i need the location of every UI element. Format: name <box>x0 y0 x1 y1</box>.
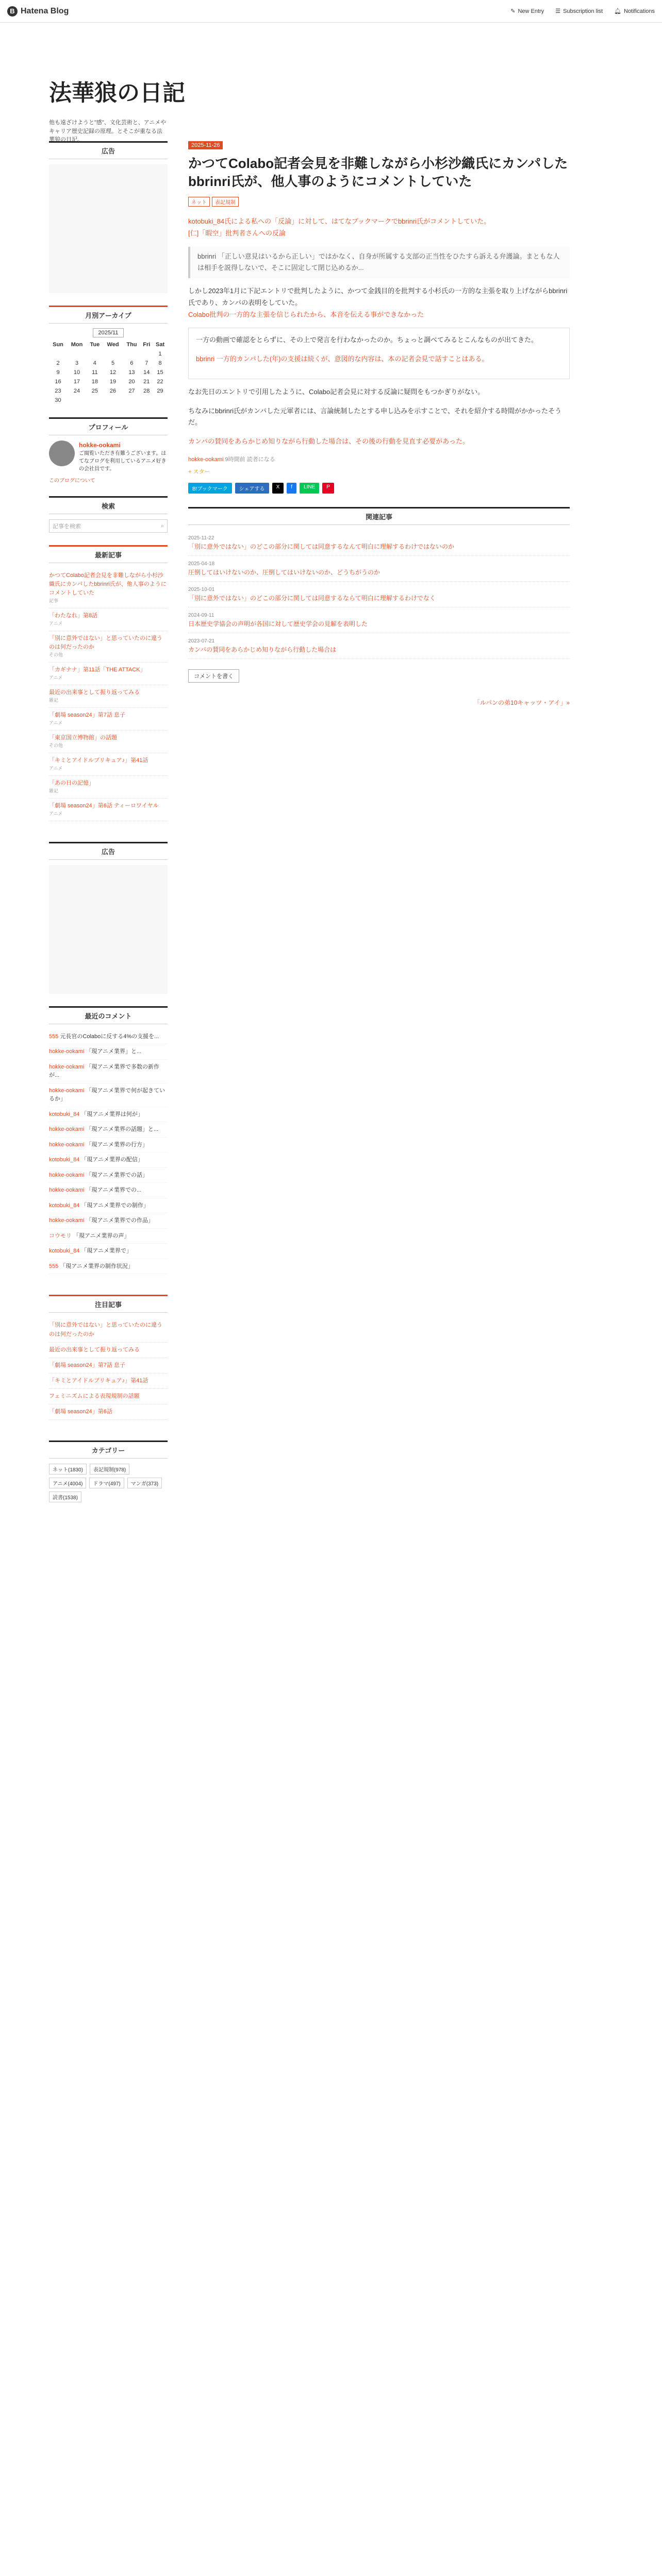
popular-item[interactable] <box>49 731 168 753</box>
brand-label: Hatena Blog <box>21 6 69 15</box>
comment-user[interactable]: hokke-ookami <box>49 1141 85 1148</box>
comment-user[interactable]: hokke-ookami <box>49 1187 85 1194</box>
comment-item[interactable] <box>49 1229 168 1244</box>
ad-box-2[interactable] <box>49 865 168 994</box>
featured-item[interactable] <box>49 1343 168 1358</box>
cal-day[interactable]: 7 <box>145 360 148 366</box>
popular-item-category: アニメ <box>49 766 63 771</box>
cal-day[interactable]: 18 <box>91 379 98 385</box>
popular-item-category: その他 <box>49 743 63 749</box>
post-body <box>188 216 570 448</box>
cal-day <box>123 396 140 405</box>
sidebar <box>49 141 168 1515</box>
share-button[interactable]: f <box>287 483 296 494</box>
post-title[interactable]: かつてColabo記者会見を非難しながら小杉沙織氏にカンパしたbbrinri氏が、他人事のようにコメントしていた <box>188 156 568 190</box>
cal-head-2: Tue <box>90 342 100 348</box>
cal-day[interactable]: 17 <box>73 379 80 385</box>
related-item[interactable] <box>188 556 570 582</box>
blog-title[interactable]: 法華狼の日記 <box>49 80 185 106</box>
popular-item-category: アニメ <box>49 675 63 681</box>
category-item[interactable]: ネット(1830) <box>49 1464 87 1475</box>
share-button[interactable]: LINE <box>300 483 319 494</box>
cal-day <box>49 349 67 359</box>
featured-item-title[interactable]: 「別に意外ではない」と思っていたのに違うのは何だったのか <box>49 1322 162 1337</box>
popular-item-title[interactable]: 「キミとアイドルプリキュア♪」第41話 <box>49 757 148 764</box>
related-title[interactable]: カンパの賛同をあらかじめ知りながら行動した場合は <box>188 646 337 653</box>
cal-day[interactable]: 22 <box>157 379 163 385</box>
profile-title: プロフィール <box>49 417 168 435</box>
cal-day[interactable]: 11 <box>92 369 98 376</box>
comment-item[interactable] <box>49 1122 168 1138</box>
new-entry-label: New Entry <box>518 8 544 14</box>
comment-item[interactable] <box>49 1244 168 1259</box>
quote-1: bbrinri 「正しい意見はいるから正しい」ではかなく、自身が所属する支部の正当性をひたすら訴える弁護論。まともな人は相手を説得しないで、そこに固定して閉じ込めるか... <box>188 247 570 279</box>
cal-day[interactable]: 23 <box>55 388 61 394</box>
comment-item[interactable] <box>49 1138 168 1153</box>
category-title: カテゴリー <box>49 1440 168 1459</box>
popular-item[interactable] <box>49 608 168 631</box>
comment-text: 「現アニメ業界」と... <box>86 1048 142 1055</box>
comment-text: 「現アニメ業界での制作」 <box>81 1202 149 1209</box>
cal-day[interactable]: 13 <box>128 369 135 376</box>
related-item[interactable] <box>188 530 570 556</box>
popular-item-category: その他 <box>49 652 63 658</box>
popular-item-title[interactable]: 「カギナナ」第11話「THE ATTACK」 <box>49 667 146 673</box>
cal-day[interactable]: 4 <box>93 360 96 366</box>
featured-item[interactable] <box>49 1358 168 1374</box>
cal-head-3: Wed <box>107 342 119 348</box>
cal-day <box>140 396 153 405</box>
avatar[interactable] <box>49 440 75 466</box>
comment-user[interactable]: コウモリ <box>49 1232 72 1239</box>
popular-item[interactable] <box>49 663 168 685</box>
popular-item[interactable] <box>49 631 168 663</box>
cal-day <box>87 396 103 405</box>
related-item[interactable] <box>188 582 570 607</box>
featured-item-title[interactable]: 「劇場 season24」第6話 <box>49 1408 112 1415</box>
comment-user[interactable]: hokke-ookami <box>49 1063 85 1070</box>
comments-title: 最近のコメント <box>49 1006 168 1024</box>
cal-day[interactable]: 30 <box>55 397 61 403</box>
search-input[interactable] <box>49 519 168 533</box>
featured-item-title[interactable]: フェミニズムによる表現規制の話題 <box>49 1393 140 1399</box>
related-title: 関連記事 <box>188 507 570 525</box>
related-title[interactable]: 「別に意外ではない」のどこの部分に関しては同意するならて明白に理解するわけでなく <box>188 594 436 602</box>
subscription-list-button[interactable] <box>555 8 603 14</box>
cal-day[interactable]: 15 <box>157 369 163 376</box>
popular-item[interactable] <box>49 708 168 731</box>
category-item[interactable]: ドラマ(497) <box>89 1478 124 1488</box>
popular-item-title[interactable]: 「わたなれ」第8話 <box>49 613 98 619</box>
cal-day <box>67 396 87 405</box>
blog-header <box>0 23 662 141</box>
popular-item-category: アニメ <box>49 720 63 726</box>
profile-name[interactable]: hokke-ookami <box>79 442 121 449</box>
comment-user[interactable]: 555 <box>49 1033 59 1040</box>
ad-title: 広告 <box>49 141 168 159</box>
comment-user[interactable]: hokke-ookami <box>49 1172 85 1178</box>
popular-item-category: アニメ <box>49 811 63 817</box>
cal-day[interactable]: 6 <box>130 360 134 366</box>
cal-day[interactable]: 27 <box>128 388 135 394</box>
body-p2: しかし2023年1月に下記エントリで批判したように、かつて金銭目的を批判する小杉氏の一方的な主張を取り上げながらbbrinri氏であり、カンパの表明をしていた。 <box>188 287 568 307</box>
comment-user[interactable]: hokke-ookami <box>49 1126 85 1133</box>
category-item[interactable]: 読書(1538) <box>49 1492 81 1502</box>
cal-head-1: Mon <box>71 342 83 348</box>
comment-item[interactable] <box>49 1198 168 1214</box>
category-item[interactable]: マンガ(373) <box>127 1478 162 1488</box>
popular-title: 最新記事 <box>49 545 168 563</box>
comment-user[interactable]: hokke-ookami <box>49 1087 85 1094</box>
cal-head-0: Sun <box>53 342 63 348</box>
list-icon: ☰ <box>555 8 561 14</box>
comment-text: 「現アニメ業界の話題」と... <box>86 1126 159 1133</box>
search-title: 検索 <box>49 496 168 514</box>
ad2-title: 広告 <box>49 842 168 860</box>
popular-item-title[interactable]: かつてColabo記者会見を非難しながら小杉沙織氏にカンパしたbbrinri氏が、他人事のようにコメントしていた <box>49 572 167 597</box>
featured-item-title[interactable]: 「キミとアイドルプリキュア♪」第41話 <box>49 1377 148 1384</box>
cal-day[interactable]: 12 <box>109 369 117 376</box>
comment-item[interactable] <box>49 1259 168 1275</box>
featured-item[interactable] <box>49 1404 168 1420</box>
comment-text: 「現アニメ業界で多数の新作が... <box>49 1063 159 1079</box>
cal-day <box>153 396 168 405</box>
related-title[interactable]: 圧倒してはいけないのか、圧倒してはいけないのか、どうちがうのか <box>188 568 380 576</box>
cal-day[interactable]: 28 <box>143 388 150 394</box>
comment-item[interactable] <box>49 1213 168 1229</box>
write-comment-button[interactable]: コメントを書く <box>188 669 239 683</box>
cal-day[interactable]: 16 <box>55 379 61 385</box>
archive-title: 月別アーカイブ <box>49 306 168 324</box>
related-title[interactable]: 日本歴史学協会の声明が各国に対して歴史学会の見解を表明した <box>188 620 368 628</box>
popular-item-category: 記事 <box>49 598 59 604</box>
popular-item[interactable] <box>49 799 168 821</box>
comment-item[interactable] <box>49 1153 168 1168</box>
cal-day[interactable]: 2 <box>56 360 60 366</box>
featured-item[interactable] <box>49 1389 168 1404</box>
subscription-label: Subscription list <box>563 8 603 14</box>
post-tag[interactable]: 表記規制 <box>212 197 239 207</box>
cal-day[interactable]: 26 <box>109 388 117 394</box>
comment-text: 「現アニメ業界で」 <box>81 1248 132 1255</box>
cal-day[interactable]: 8 <box>158 360 162 366</box>
cal-day[interactable]: 14 <box>143 369 150 376</box>
comment-user[interactable]: kotobuki_84 <box>49 1111 80 1117</box>
comment-user[interactable]: hokke-ookami <box>49 1217 85 1224</box>
comment-item[interactable] <box>49 1060 168 1083</box>
cal-day[interactable]: 1 <box>158 351 162 357</box>
comment-text: 「現アニメ業界での... <box>86 1187 142 1194</box>
category-item[interactable]: アニメ(4004) <box>49 1478 86 1488</box>
body-link-2[interactable]: Colabo批判の一方的な主張を信じられたから、本音を伝える事ができなかった <box>188 310 424 318</box>
profile-text: ご閲覧いただき有難うございます。はてなブログを利用しているアニメ好きの会社員です。 <box>79 451 167 472</box>
comment-text: 「現アニメ業界での作品」 <box>86 1217 154 1224</box>
profile-link[interactable]: このブログについて <box>49 478 95 484</box>
comment-text: 「現アニメ業界で何が起きているか」 <box>49 1087 165 1103</box>
subscribe-link[interactable]: 読者になる <box>246 456 275 463</box>
next-post-link[interactable]: 「ルパンの弟10キャッツ・アイ」» <box>473 699 570 706</box>
comment-text: 「現アニメ業界での話」 <box>86 1172 148 1178</box>
comment-item[interactable] <box>49 1107 168 1123</box>
popular-item-title[interactable]: 最近の出来事として振り返ってみる <box>49 689 140 696</box>
comment-text: 「現アニメ業界の声」 <box>73 1232 130 1239</box>
popular-item-title[interactable]: 「劇場 season24」第6話 ティーロワイヤル <box>49 803 159 809</box>
bell-icon: 🔔︎ <box>614 8 622 14</box>
post-date[interactable]: 2025-11-26 <box>188 141 223 149</box>
popular-item[interactable] <box>49 753 168 776</box>
quote-2 <box>188 328 570 379</box>
related-item[interactable] <box>188 633 570 659</box>
comment-user[interactable]: 555 <box>49 1263 59 1269</box>
post-tag[interactable]: ネット <box>188 197 210 207</box>
cal-head-5: Fri <box>143 342 151 348</box>
cal-head-6: Sat <box>155 342 165 348</box>
cal-day[interactable]: 21 <box>143 379 150 385</box>
hatena-logo-icon: B <box>7 6 18 16</box>
star-button[interactable]: + スター <box>188 468 210 475</box>
comment-text: 元長官のColaboに反する4%の支援を... <box>60 1033 159 1040</box>
related-date: 2025-04-18 <box>188 561 215 567</box>
hatena-blog-logo[interactable] <box>7 6 69 16</box>
body-link-1b[interactable]: [仁]「暇空」批判者さんへの反論 <box>188 229 286 237</box>
related-date: 2024-09-11 <box>188 612 214 618</box>
notifications-button[interactable] <box>614 8 655 14</box>
cal-day <box>123 349 140 359</box>
pencil-icon: ✎ <box>510 8 516 14</box>
related-date: 2025-10-01 <box>188 586 215 592</box>
comment-item[interactable] <box>49 1029 168 1045</box>
comment-user[interactable]: kotobuki_84 <box>49 1248 80 1255</box>
cal-day[interactable]: 29 <box>157 388 163 394</box>
top-bar <box>0 0 662 23</box>
comment-item[interactable] <box>49 1044 168 1060</box>
category-item[interactable]: 表記規制(978) <box>90 1464 129 1475</box>
comment-item[interactable] <box>49 1083 168 1107</box>
new-entry-button[interactable] <box>510 8 544 14</box>
notifications-label: Notifications <box>624 8 655 14</box>
comment-item[interactable] <box>49 1183 168 1198</box>
quote-2-text: 一方の動画で確認をとらずに、その上で発言を行わなかったのか。ちょっと調べてみるとこんなものが出てきた。 <box>196 336 538 344</box>
related-item[interactable] <box>188 607 570 633</box>
share-button[interactable]: シェアする <box>235 483 269 494</box>
comment-item[interactable] <box>49 1168 168 1183</box>
post-time: 9時間前 <box>225 456 245 463</box>
cal-day[interactable]: 19 <box>109 379 117 385</box>
cal-head-4: Thu <box>126 342 137 348</box>
share-button[interactable]: P <box>322 483 334 494</box>
comment-user[interactable]: kotobuki_84 <box>49 1157 80 1163</box>
body-p3: なお先日のエントリで引用したように、Colabo記者会見に対する反論に疑問をもつかぎりがない。 <box>188 387 485 396</box>
cal-day <box>103 349 123 359</box>
comment-text: 「現アニメ業界の制作状況」 <box>60 1263 134 1269</box>
featured-item[interactable] <box>49 1318 168 1342</box>
comment-text: 「現アニメ業界の行方」 <box>86 1141 148 1148</box>
comment-user[interactable]: kotobuki_84 <box>49 1202 80 1209</box>
popular-item-category: 雑記 <box>49 698 59 703</box>
popular-item[interactable] <box>49 776 168 799</box>
popular-item-category: 雑記 <box>49 788 59 794</box>
related-title[interactable]: 「別に意外ではない」のどこの部分に関しては同意するなんて明白に理解するわけではないのか <box>188 543 455 550</box>
cal-day[interactable]: 10 <box>73 369 80 376</box>
cal-day[interactable]: 9 <box>56 369 60 376</box>
cal-day <box>87 349 103 359</box>
cal-day <box>103 396 123 405</box>
featured-item-title[interactable]: 最近の出来事として振り返ってみる <box>49 1346 140 1353</box>
cal-day[interactable]: 3 <box>75 360 79 366</box>
popular-item-title[interactable]: 「劇場 season24」第7話 息子 <box>49 712 125 719</box>
author-link[interactable]: hokke-ookami <box>188 456 224 463</box>
cal-day[interactable]: 5 <box>111 360 115 366</box>
ad-box[interactable] <box>49 164 168 293</box>
search-placeholder: 記事を検索 <box>53 523 81 530</box>
featured-title: 注目記事 <box>49 1295 168 1313</box>
cal-day[interactable]: 24 <box>73 388 80 394</box>
cal-day[interactable]: 25 <box>91 388 98 394</box>
quote-2-text-b: bbrinri 一方的カンパした(年)の支援は続くが、意図的な内容は、本の記者会見で話すことはある。 <box>196 355 489 363</box>
popular-item-title[interactable]: 「東京国立博物館」の話題 <box>49 735 117 741</box>
share-button[interactable]: X <box>272 483 284 494</box>
body-link-1[interactable]: kotobuki_84氏による私への「反論」に対して、はてなブックマークでbbrinri氏がコメントしていた。 <box>188 217 491 226</box>
calendar <box>49 340 168 405</box>
related-date: 2023-07-21 <box>188 638 215 644</box>
blog-description: 他も遠ざけようと"感"、文化芸術と、アニメやキャリア歴史記録の原理。とそこが重なる法華狼の日記。 <box>49 120 167 143</box>
archive-select[interactable]: 2025/11 <box>93 328 124 337</box>
popular-item-category: アニメ <box>49 621 63 626</box>
popular-item-title[interactable]: 「あの日の記憶」 <box>49 780 94 787</box>
cal-day[interactable]: 20 <box>128 379 135 385</box>
main-article <box>188 141 570 1515</box>
search-icon[interactable]: ⌕ <box>160 522 164 529</box>
popular-item[interactable] <box>49 568 168 608</box>
cal-day <box>140 349 153 359</box>
cal-day <box>67 349 87 359</box>
comment-user[interactable]: hokke-ookami <box>49 1048 85 1055</box>
body-p4: ちなみにbbrinri氏がカンパした元軍者には、言論統制したとする申し込みを示すことで、それを紹介する時間がかかったそうだ。 <box>188 406 561 427</box>
share-button[interactable]: B!ブックマーク <box>188 483 232 494</box>
comment-text: 「現アニメ業界の配信」 <box>81 1157 143 1163</box>
related-date: 2025-11-22 <box>188 535 214 541</box>
featured-item[interactable] <box>49 1374 168 1389</box>
popular-item-title[interactable]: 「別に意外ではない」と思っていたのに違うのは何だったのか <box>49 635 162 651</box>
comment-text: 「現アニメ業界は何が」 <box>81 1111 143 1117</box>
body-p5: カンパの賛同をあらかじめ知りながら行動した場合は、その後の行動を見直す必要があった。 <box>188 437 469 446</box>
featured-item-title[interactable]: 「劇場 season24」第7話 息子 <box>49 1362 125 1368</box>
popular-item[interactable] <box>49 685 168 708</box>
